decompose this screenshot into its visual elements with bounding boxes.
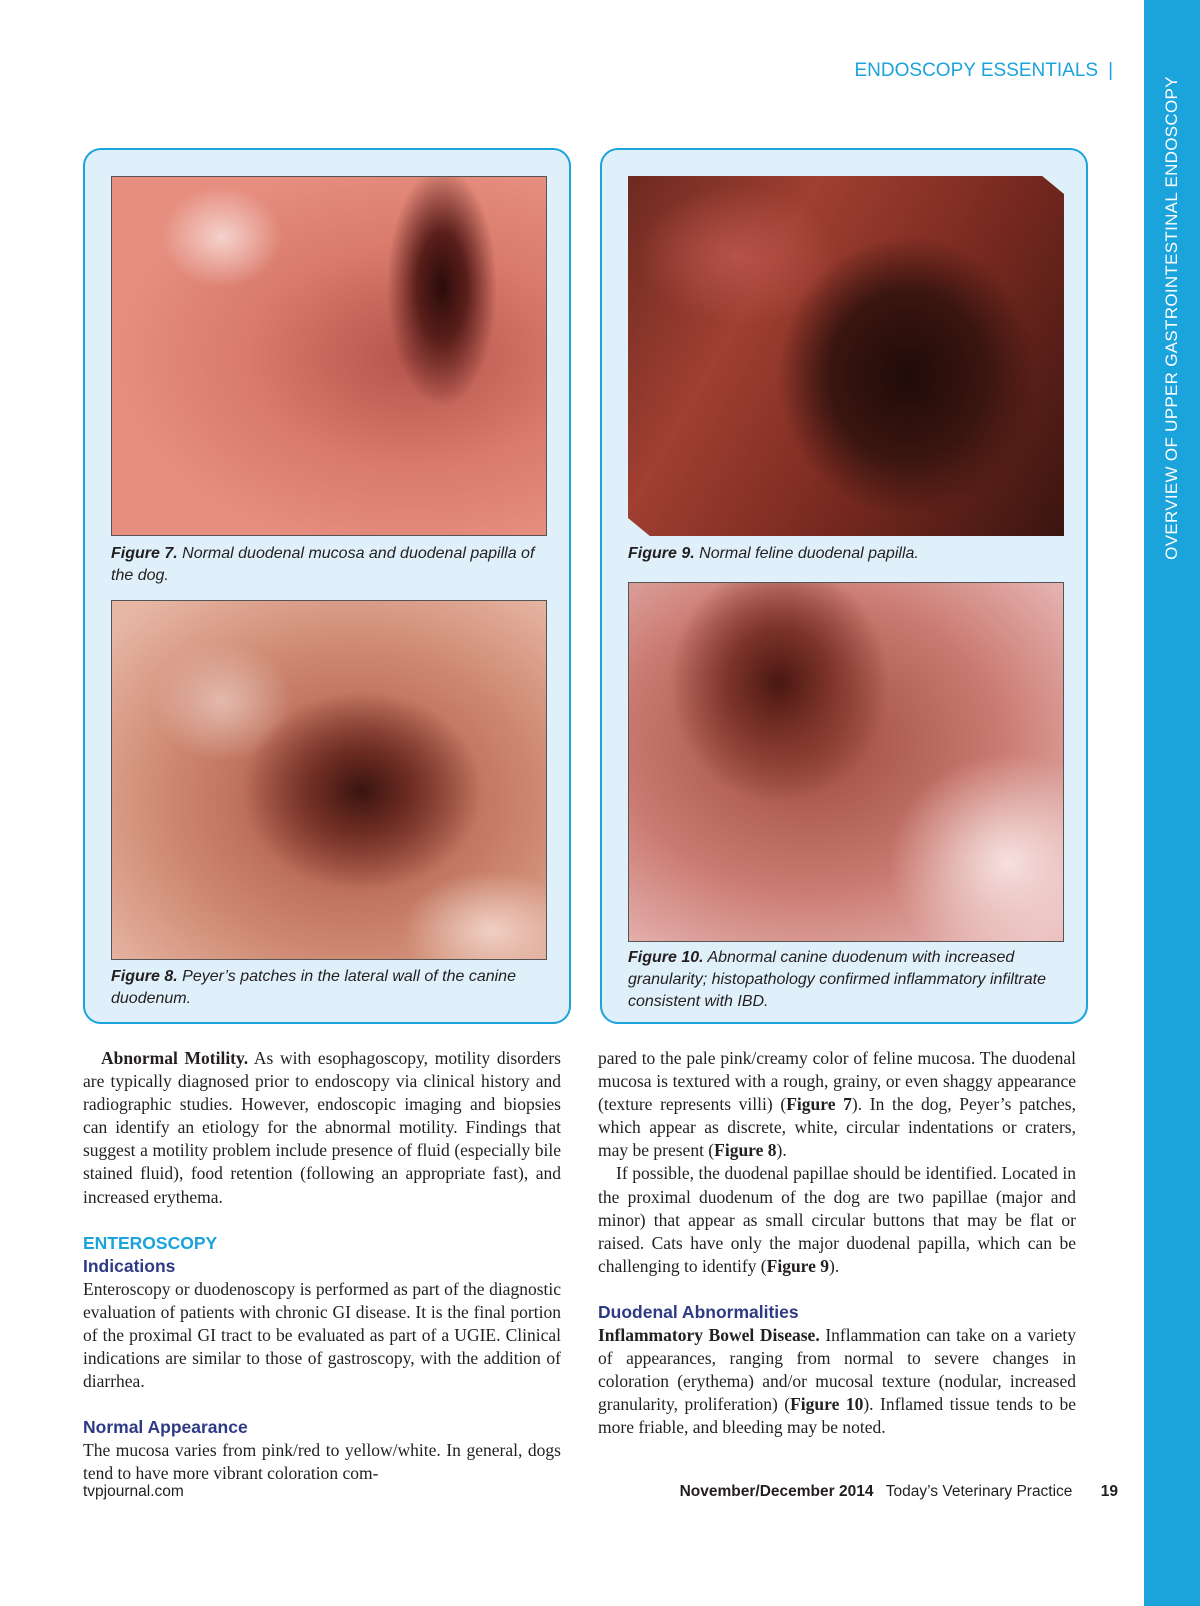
footer-website: tvpjournal.com — [83, 1483, 184, 1500]
figure-8-ref: Figure 8 — [714, 1140, 777, 1161]
figure-8-caption: Figure 8. Peyer’s patches in the lateral wall of the canine duodenum. — [111, 968, 516, 1007]
figure-10-ref: Figure 10 — [790, 1394, 864, 1415]
right-column — [598, 1047, 1076, 1439]
indications-heading: Indications — [83, 1255, 176, 1276]
figure-7-label: Figure 7. — [111, 545, 178, 562]
header-divider: | — [1108, 60, 1113, 81]
section-title: ENDOSCOPY ESSENTIALS — [854, 60, 1099, 81]
section-header — [855, 60, 1114, 82]
sidebar-band — [1144, 0, 1200, 1606]
figure-10-label: Figure 10. — [628, 949, 704, 966]
papillae-paragraph: If possible, the duodenal papillae should be identified. Located in the proximal duodenum of the dog are two papillae (major and minor) that appear as small circular buttons that may be flat or raised. Cats have only the major duodenal papilla, which can be challenging to identify (Figure 9). — [598, 1163, 1076, 1276]
enteroscopy-heading: ENTEROSCOPY — [83, 1232, 218, 1253]
figure-7-ref: Figure 7 — [786, 1094, 852, 1115]
figure-7-image — [111, 176, 547, 536]
footer-issue-info — [680, 1483, 1118, 1501]
page-number: 19 — [1100, 1483, 1118, 1500]
figure-8-label: Figure 8. — [111, 968, 178, 985]
figure-10-caption: Figure 10. Abnormal canine duodenum with increased granularity; histopathology confirmed inflammatory infiltrate consistent with IBD. — [628, 949, 1046, 1010]
motility-lead: Abnormal Motility. — [101, 1048, 249, 1068]
sidebar-title: OVERVIEW OF UPPER GASTROINTESTINAL ENDOSCOPY — [1162, 76, 1181, 560]
ibd-lead: Inflammatory Bowel Disease. — [598, 1324, 820, 1345]
ibd-paragraph: Inflammatory Bowel Disease. Inflammation can take on a variety of appearances, ranging from normal to severe changes in coloration (erythema) and/or mucosal texture (nodular, increased granularity, proliferation) (Figure 10). Inflamed tissue tends to be more friable, and bleeding may be noted. — [598, 1324, 1076, 1438]
mucosa-paragraph: pared to the pale pink/creamy color of feline mucosa. The duodenal mucosa is textured with a rough, grainy, or even shaggy appearance (texture represents villi) (Figure 7). In the dog, Peyer’s patches, which appear as discrete, white, circular indentations or craters, may be present (Figure 8). — [598, 1048, 1076, 1161]
duodenal-abnormalities-heading: Duodenal Abnormalities — [598, 1301, 799, 1322]
indications-paragraph: Enteroscopy or duodenoscopy is performed as part of the diagnostic evaluation of patients with chronic GI disease. It is the final portion of the proximal GI tract to be evaluated as part of a UGIE. Clinical indications are similar to those of gastroscopy, with the addition of diarrhea. — [83, 1278, 561, 1392]
figure-9-label: Figure 9. — [628, 545, 695, 562]
footer-issue: November/December 2014 — [679, 1483, 874, 1500]
figure-7-caption: Figure 7. Normal duodenal mucosa and duodenal papilla of the dog. — [111, 545, 535, 584]
figure-8-image — [111, 600, 547, 960]
normal-appearance-paragraph: The mucosa varies from pink/red to yellow/white. In general, dogs tend to have more vibrant coloration com- — [83, 1440, 561, 1484]
footer-journal: Today’s Veterinary Practice — [885, 1483, 1073, 1500]
figure-panel-left — [83, 148, 571, 1024]
motility-paragraph: Abnormal Motility. As with esophagoscopy, motility disorders are typically diagnosed prior to endoscopy via clinical history and radiographic studies. However, endoscopic imaging and biopsies can identify an etiology for the abnormal motility. Findings that suggest a motility problem include presence of fluid (especially bile stained fluid), food retention (following an appropriate fast), and increased erythema. — [83, 1048, 561, 1207]
left-column — [83, 1047, 561, 1485]
figure-9-ref: Figure 9 — [766, 1255, 830, 1276]
figure-10-image — [628, 582, 1064, 942]
normal-appearance-heading: Normal Appearance — [83, 1417, 248, 1438]
figure-panel-right — [600, 148, 1088, 1024]
figure-9-image — [628, 176, 1064, 536]
figure-9-caption: Figure 9. Normal feline duodenal papilla. — [628, 545, 919, 562]
